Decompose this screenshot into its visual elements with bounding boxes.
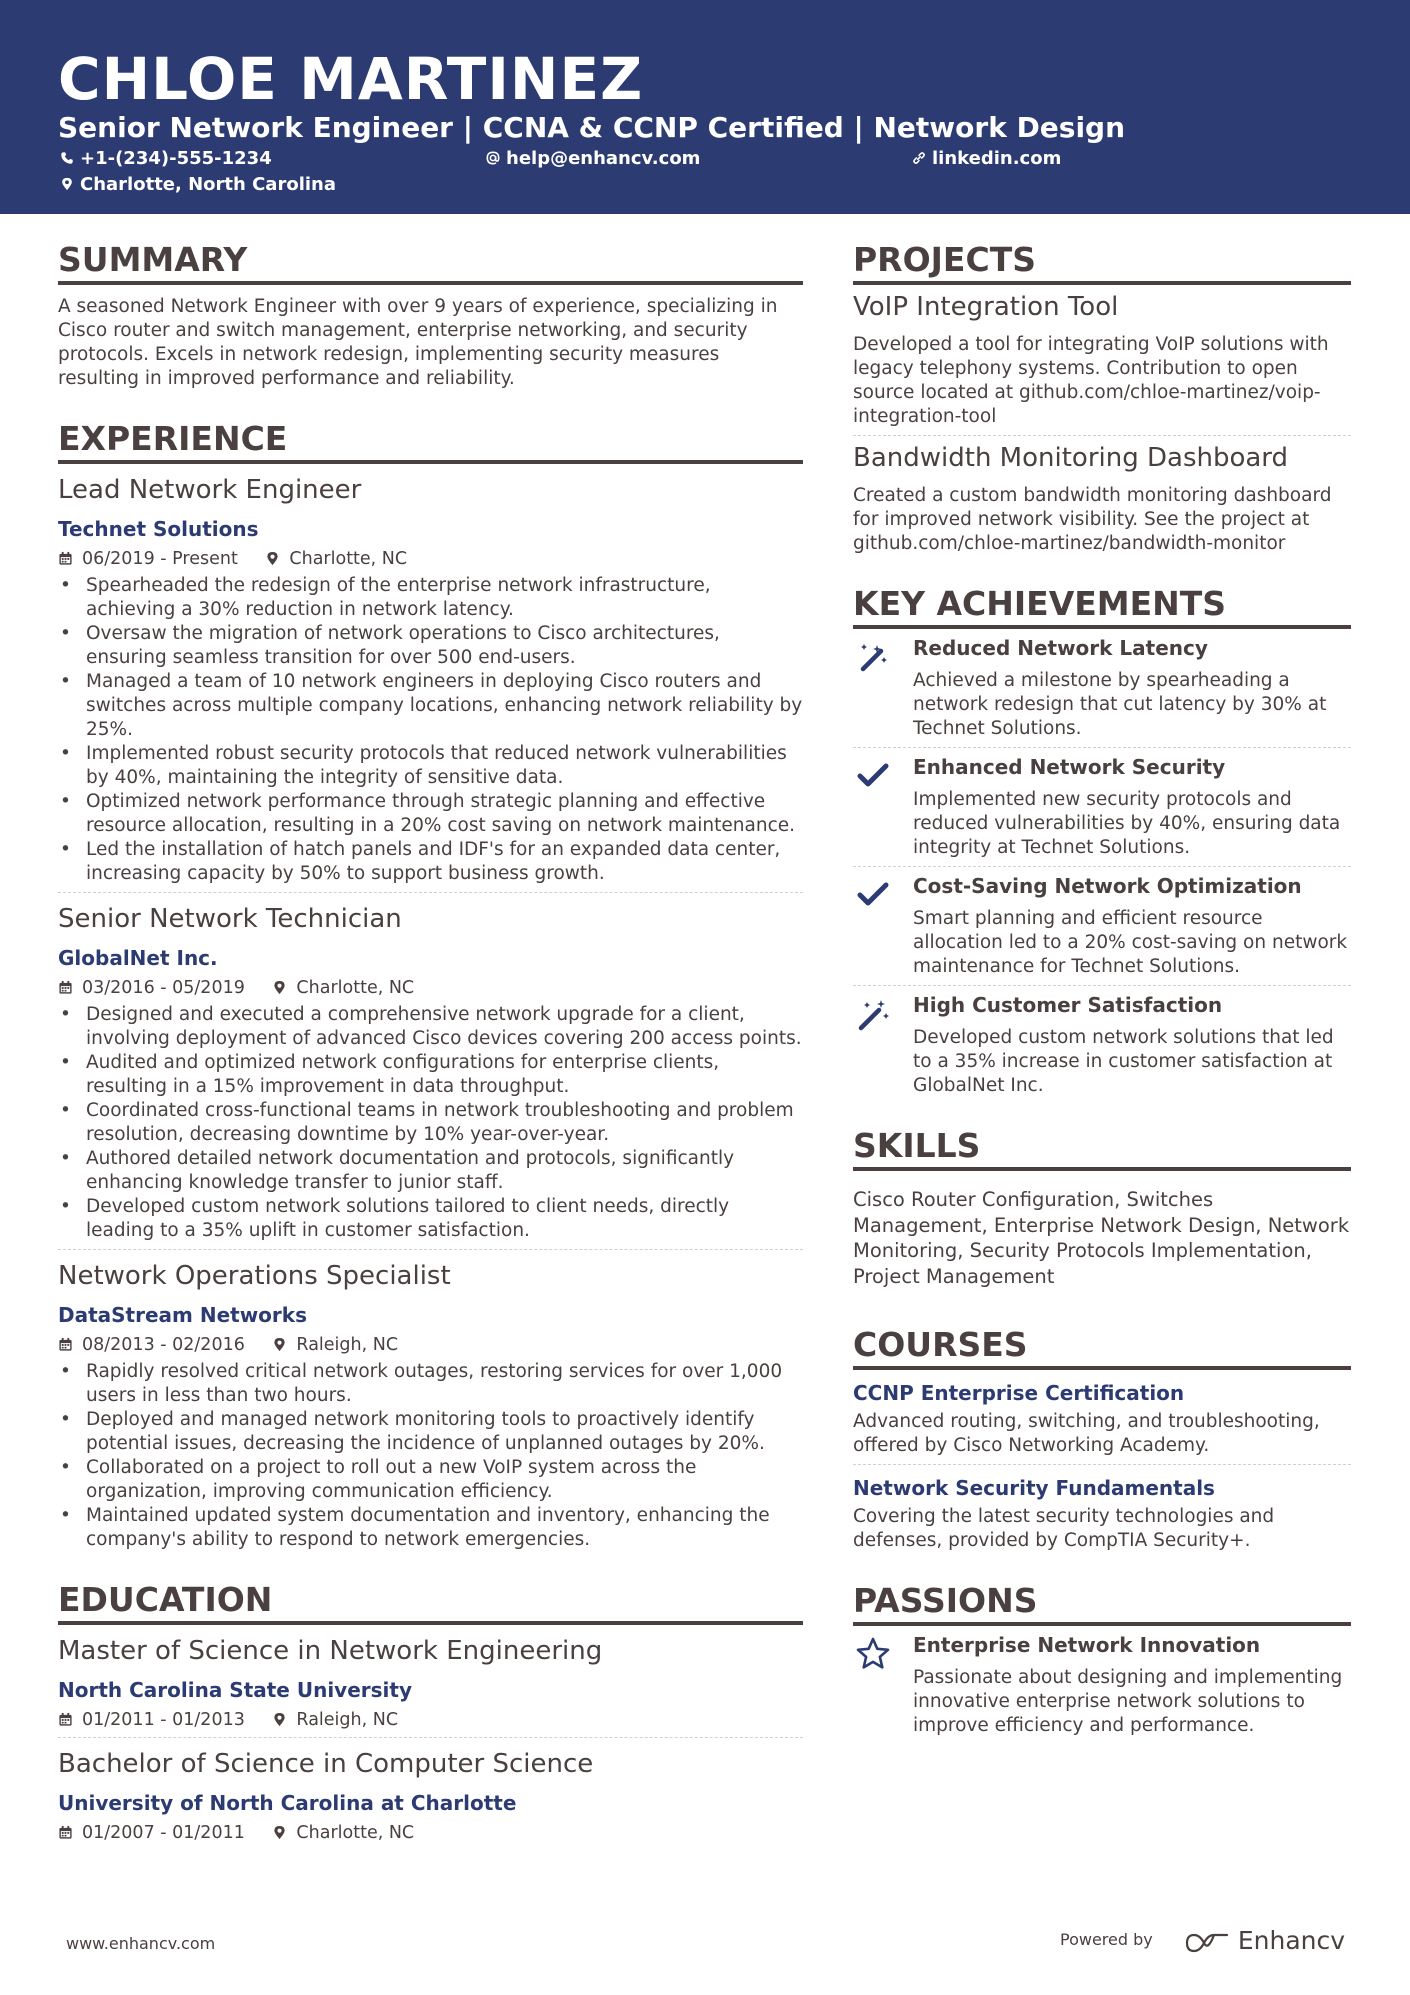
course-title: Network Security Fundamentals bbox=[853, 1476, 1215, 1500]
job-dates: 03/2016 - 05/2019 bbox=[82, 978, 245, 998]
contact-email[interactable] bbox=[486, 148, 700, 170]
left-column bbox=[58, 240, 803, 1844]
education-meta bbox=[58, 1709, 803, 1731]
education-dates: 01/2007 - 01/2011 bbox=[82, 1823, 245, 1843]
course-description: Covering the latest security technologies and defenses, provided by CompTIA Security+. bbox=[853, 1506, 1275, 1551]
education-heading: EDUCATION bbox=[58, 1580, 803, 1625]
job-dates: 08/2013 - 02/2016 bbox=[82, 1335, 245, 1355]
achievement-description: Developed custom network solutions that led to a 35% increase in customer satisfaction at GlobalNet Inc. bbox=[913, 1027, 1334, 1096]
projects-section bbox=[853, 240, 1351, 556]
email-text[interactable]: help@enhancv.com bbox=[506, 148, 701, 169]
school-name: University of North Carolina at Charlotte bbox=[58, 1791, 517, 1815]
achievement-title: Enhanced Network Security bbox=[913, 755, 1226, 779]
education-entry bbox=[58, 1748, 803, 1844]
achievement-title: Reduced Network Latency bbox=[913, 636, 1208, 660]
project-title: Bandwidth Monitoring Dashboard bbox=[853, 443, 1289, 473]
job-bullets bbox=[58, 574, 803, 886]
bullet-item: • Designed and executed a comprehensive network upgrade for a client, involving deployment of advanced Cisco devices covering 200 access points. bbox=[58, 1003, 803, 1051]
experience-entry bbox=[58, 474, 803, 893]
checkmark-icon bbox=[855, 877, 891, 913]
bullet-item: • Spearheaded the redesign of the enterprise network infrastructure, achieving a 30% reduction in network latency. bbox=[58, 574, 803, 622]
experience-entry bbox=[58, 903, 803, 1250]
experience-section bbox=[58, 419, 803, 1552]
company-name: Technet Solutions bbox=[58, 517, 259, 541]
magic-wand-icon bbox=[855, 639, 891, 675]
achievement-entry bbox=[853, 748, 1351, 867]
project-entry bbox=[853, 442, 1351, 556]
bullet-item: • Collaborated on a project to roll out a new VoIP system across the organization, improving communication efficiency. bbox=[58, 1456, 803, 1504]
bullet-item: • Optimized network performance through strategic planning and effective resource allocation, resulting in a 20% cost saving on network maintenance. bbox=[58, 790, 803, 838]
linkedin-text[interactable]: linkedin.com bbox=[932, 148, 1062, 169]
achievements-section bbox=[853, 584, 1351, 1098]
skills-section bbox=[853, 1126, 1351, 1289]
school-name: North Carolina State University bbox=[58, 1678, 412, 1702]
contact-phone bbox=[60, 148, 272, 170]
magic-wand-icon bbox=[855, 996, 891, 1032]
degree-title: Master of Science in Network Engineering bbox=[58, 1636, 603, 1666]
bullet-item: • Rapidly resolved critical network outages, restoring services for over 1,000 users in less than two hours. bbox=[58, 1360, 803, 1408]
project-title: VoIP Integration Tool bbox=[853, 292, 1119, 322]
calendar-icon bbox=[58, 980, 73, 995]
job-meta bbox=[58, 548, 803, 570]
achievement-title: High Customer Satisfaction bbox=[913, 993, 1223, 1017]
passions-heading: PASSIONS bbox=[853, 1581, 1351, 1626]
achievement-entry bbox=[853, 986, 1351, 1098]
summary-section bbox=[58, 240, 803, 391]
job-location: Charlotte, NC bbox=[289, 549, 408, 569]
bullet-item: • Deployed and managed network monitoring tools to proactively identify potential issues, decreasing the incidence of unplanned outages by 20%. bbox=[58, 1408, 803, 1456]
passion-entry bbox=[853, 1626, 1351, 1738]
job-title: Lead Network Engineer bbox=[58, 475, 362, 505]
calendar-icon bbox=[58, 1825, 73, 1840]
job-bullets bbox=[58, 1003, 803, 1243]
powered-by-label: Powered by bbox=[1060, 1930, 1153, 1949]
enhancv-logo[interactable] bbox=[1184, 1926, 1345, 1955]
bullet-item: • Audited and optimized network configurations for enterprise clients, resulting in a 15% improvement in data throughput. bbox=[58, 1051, 803, 1099]
calendar-icon bbox=[58, 1712, 73, 1727]
company-name: DataStream Networks bbox=[58, 1303, 307, 1327]
summary-heading: SUMMARY bbox=[58, 240, 803, 285]
achievements-heading: KEY ACHIEVEMENTS bbox=[853, 584, 1351, 629]
education-location: Raleigh, NC bbox=[296, 1710, 399, 1730]
course-description: Advanced routing, switching, and troubleshooting, offered by Cisco Networking Academy. bbox=[853, 1411, 1320, 1456]
job-meta bbox=[58, 1334, 803, 1356]
achievement-title: Cost-Saving Network Optimization bbox=[913, 874, 1302, 898]
job-title: Network Operations Specialist bbox=[58, 1261, 451, 1291]
passion-title: Enterprise Network Innovation bbox=[913, 1633, 1261, 1657]
divider bbox=[58, 1249, 803, 1250]
education-dates: 01/2011 - 01/2013 bbox=[82, 1710, 245, 1730]
divider bbox=[58, 1737, 803, 1738]
bullet-item: • Developed custom network solutions tailored to client needs, directly leading to a 35% uplift in customer satisfaction. bbox=[58, 1195, 803, 1243]
education-location: Charlotte, NC bbox=[296, 1823, 415, 1843]
location-pin-icon bbox=[272, 1825, 287, 1840]
achievement-entry bbox=[853, 867, 1351, 986]
job-dates: 06/2019 - Present bbox=[82, 549, 238, 569]
job-title: Senior Network Technician bbox=[58, 904, 402, 934]
skills-heading: SKILLS bbox=[853, 1126, 1351, 1171]
education-entry bbox=[58, 1635, 803, 1738]
skills-text: Cisco Router Configuration, Switches Management, Enterprise Network Design, Network Monitoring, Security Protocols Implementation, Project Management bbox=[853, 1188, 1350, 1288]
achievement-description: Smart planning and efficient resource allocation led to a 20% cost-saving on network maintenance for Technet Solutions. bbox=[913, 908, 1348, 977]
star-icon bbox=[855, 1636, 891, 1672]
job-bullets bbox=[58, 1360, 803, 1552]
contact-location bbox=[60, 174, 336, 196]
footer-branding bbox=[1060, 1926, 1345, 1955]
divider bbox=[58, 892, 803, 893]
brand-name: Enhancv bbox=[1237, 1926, 1346, 1955]
job-location: Raleigh, NC bbox=[296, 1335, 399, 1355]
achievement-entry bbox=[853, 629, 1351, 748]
checkmark-icon bbox=[855, 758, 891, 794]
passions-section bbox=[853, 1581, 1351, 1738]
education-section bbox=[58, 1580, 803, 1844]
enhancv-logo-icon bbox=[1184, 1931, 1230, 1955]
phone-icon bbox=[60, 151, 74, 165]
phone-text: +1-(234)-555-1234 bbox=[80, 148, 272, 169]
location-pin-icon bbox=[272, 1337, 287, 1352]
candidate-name: CHLOE MARTINEZ bbox=[58, 45, 644, 113]
divider bbox=[853, 435, 1351, 436]
location-text: Charlotte, North Carolina bbox=[80, 174, 336, 195]
bullet-item: • Coordinated cross-functional teams in network troubleshooting and problem resolution, decreasing downtime by 10% year-over-year. bbox=[58, 1099, 803, 1147]
achievement-description: Achieved a milestone by spearheading a network redesign that cut latency by 30% at Technet Solutions. bbox=[913, 670, 1327, 739]
job-location: Charlotte, NC bbox=[296, 978, 415, 998]
achievement-description: Implemented new security protocols and reduced vulnerabilities by 40%, ensuring data integrity at Technet Solutions. bbox=[913, 789, 1341, 858]
divider bbox=[853, 1464, 1351, 1465]
bullet-item: • Authored detailed network documentation and protocols, significantly enhancing knowledge transfer to junior staff. bbox=[58, 1147, 803, 1195]
course-entry bbox=[853, 1475, 1351, 1553]
contact-linkedin[interactable] bbox=[912, 148, 1061, 170]
course-entry bbox=[853, 1380, 1351, 1465]
location-pin-icon bbox=[272, 980, 287, 995]
location-pin-icon bbox=[272, 1712, 287, 1727]
project-description: Created a custom bandwidth monitoring dashboard for improved network visibility. See the project at github.com/chloe-martinez/bandwidth-monitor bbox=[853, 485, 1332, 554]
project-description: Developed a tool for integrating VoIP solutions with legacy telephony systems. Contribution to open source located at github.com/chloe-martinez/voip-integration-tool bbox=[853, 334, 1329, 427]
right-column bbox=[853, 240, 1351, 1738]
project-entry bbox=[853, 291, 1351, 436]
experience-entry bbox=[58, 1260, 803, 1552]
summary-text: A seasoned Network Engineer with over 9 years of experience, specializing in Cisco router and switch management, enterprise networking, and security protocols. Excels in network redesign, implementing security measures resulting in improved performance and reliability. bbox=[58, 296, 778, 389]
job-meta bbox=[58, 977, 803, 999]
location-pin-icon bbox=[60, 177, 74, 191]
location-pin-icon bbox=[265, 551, 280, 566]
bullet-item: • Maintained updated system documentation and inventory, enhancing the company's ability to respond to network emergencies. bbox=[58, 1504, 803, 1552]
projects-heading: PROJECTS bbox=[853, 240, 1351, 285]
courses-heading: COURSES bbox=[853, 1325, 1351, 1370]
passion-description: Passionate about designing and implementing innovative enterprise network solutions to improve efficiency and performance. bbox=[913, 1667, 1343, 1736]
company-name: GlobalNet Inc. bbox=[58, 946, 218, 970]
resume-header bbox=[0, 0, 1410, 214]
bullet-item: • Implemented robust security protocols that reduced network vulnerabilities by 40%, maintaining the integrity of sensitive data. bbox=[58, 742, 803, 790]
education-meta bbox=[58, 1822, 803, 1844]
courses-section bbox=[853, 1325, 1351, 1553]
calendar-icon bbox=[58, 551, 73, 566]
course-title: CCNP Enterprise Certification bbox=[853, 1381, 1185, 1405]
bullet-item: • Led the installation of hatch panels and IDF's for an expanded data center, increasing capacity by 50% to support business growth. bbox=[58, 838, 803, 886]
candidate-title: Senior Network Engineer | CCNA & CCNP Certified | Network Design bbox=[58, 111, 1126, 144]
calendar-icon bbox=[58, 1337, 73, 1352]
bullet-item: • Oversaw the migration of network operations to Cisco architectures, ensuring seamless transition for over 500 end-users. bbox=[58, 622, 803, 670]
degree-title: Bachelor of Science in Computer Science bbox=[58, 1749, 594, 1779]
at-icon bbox=[486, 151, 500, 165]
bullet-item: • Managed a team of 10 network engineers in deploying Cisco routers and switches across multiple company locations, enhancing network reliability by 25%. bbox=[58, 670, 803, 742]
link-icon bbox=[912, 151, 926, 165]
footer-website[interactable]: www.enhancv.com bbox=[66, 1934, 216, 1953]
experience-heading: EXPERIENCE bbox=[58, 419, 803, 464]
